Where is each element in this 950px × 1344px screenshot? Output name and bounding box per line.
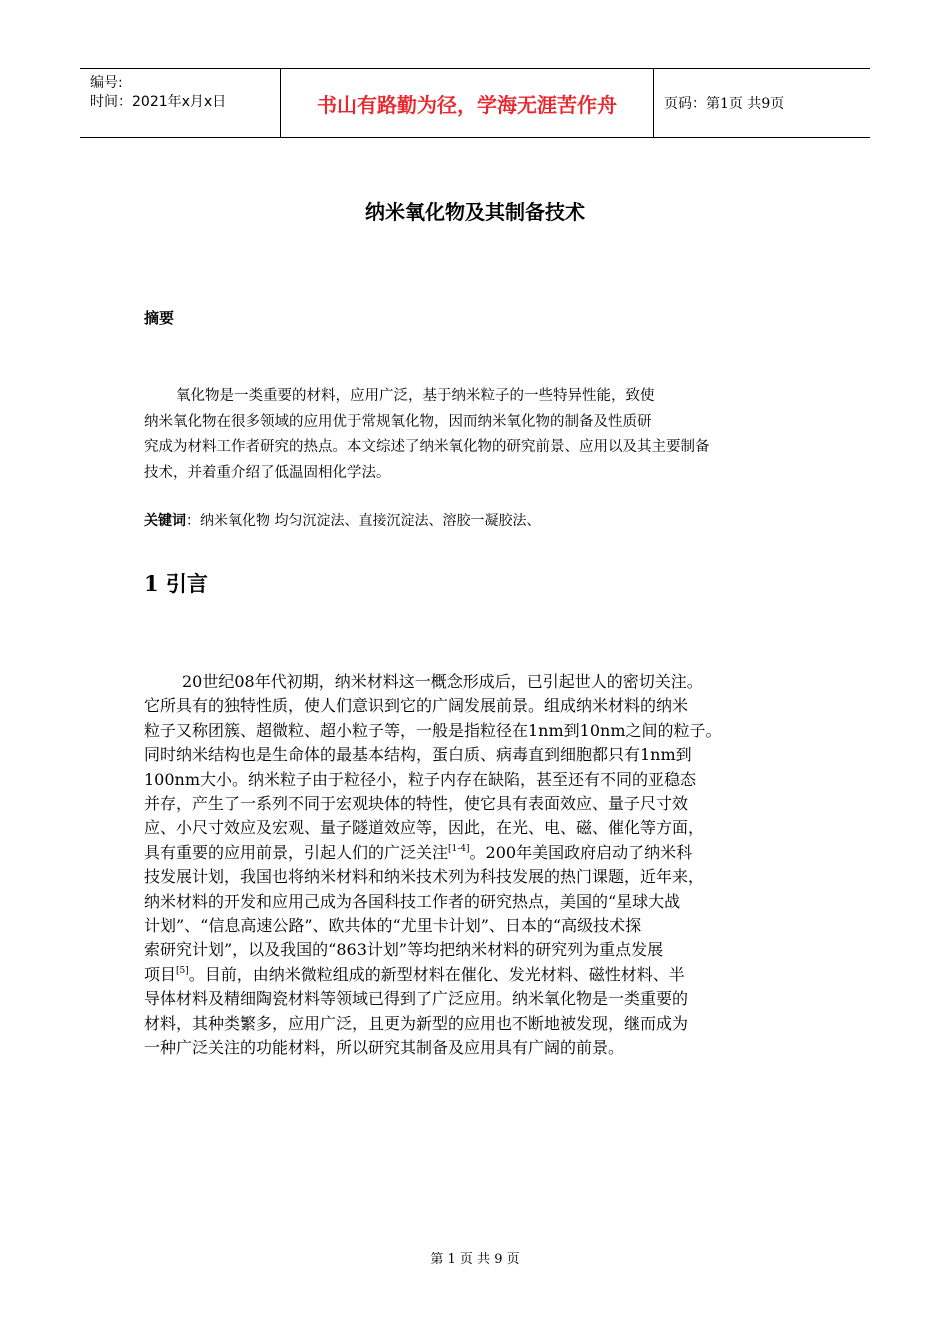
body-line: 导体材料及精细陶瓷材料等领域已得到了广泛应用。纳米氧化物是一类重要的 [144,989,689,1009]
body-text: 。目前，由纳米微粒组成的新型材料在催化、发光材料、磁性材料、半 [188,964,685,984]
body-line: 100nm大小。纳米粒子由于粒径小，粒子内存在缺陷，甚至还有不同的亚稳态 [144,769,697,789]
keywords-label: 关键词 [144,513,186,529]
header-table [80,68,870,138]
document-title: 纳米氧化物及其制备技术 [365,200,585,224]
section-body [144,670,844,1061]
citation: [1-4] [448,843,470,854]
header-motto-cell [281,69,654,137]
header-motto: 书山有路勤为径，学海无涯苦作舟 [317,92,617,117]
body-line: 纳米材料的开发和应用己成为各国科技工作者的研究热点，美国的“星球大战 [144,891,681,911]
body-text: 项目 [144,964,177,984]
body-line: 计划”、“信息高速公路”、欧共体的“尤里卡计划”、日本的“高级技术探 [144,916,642,936]
abstract-heading: 摘要 [144,309,175,327]
body-line: 材料，其种类繁多，应用广泛，且更为新型的应用也不断地被发现，继而成为 [144,1013,689,1033]
document-date: 时间：2021年x月x日 [90,94,227,110]
body-line: 粒子又称团簇、超微粒、超小粒子等，一般是指粒径在1nm到10nm之间的粒子。 [144,720,722,740]
body-text: 具有重要的应用前景，引起人们的广泛关注 [144,842,449,862]
body-line: 20世纪08年代初期，纳米材料这一概念形成后，已引起世人的密切关注。 [182,672,703,691]
keywords [144,510,540,530]
body-line: 技发展计划，我国也将纳米材料和纳米技术列为科技发展的热门课题，近年来， [144,867,705,887]
body-line: 它所具有的独特性质，使人们意识到它的广阔发展前景。组成纳米材料的纳米 [144,696,689,716]
abstract-body [144,384,824,486]
section-heading: 1 引言 [144,571,208,596]
abstract-line: 技术，并着重介绍了低温固相化学法。 [144,464,391,481]
citation: [5] [176,965,189,976]
body-line [144,841,844,865]
abstract-line: 氧化物是一类重要的材料，应用广泛，基于纳米粒子的一些特异性能，致使 [176,388,655,404]
body-line: 应、小尺寸效应及宏观、量子隧道效应等，因此，在光、电、磁、催化等方面， [144,818,705,838]
body-line: 并存，产生了一系列不同于宏观块体的特性，使它具有表面效应、量子尺寸效 [144,794,689,814]
body-line [144,963,844,987]
header-meta-cell [80,69,281,137]
body-line: 一种广泛关注的功能材料，所以研究其制备及应用具有广阔的前景。 [144,1038,625,1058]
header-page-cell [664,69,870,137]
header-page-info: 页码：第1页 共9页 [664,96,785,112]
document-number-label: 编号: [90,75,123,91]
abstract-line: 纳米氧化物在很多领域的应用优于常规氧化物，因而纳米氧化物的制备及性质研 [144,413,652,430]
page-footer: 第 1 页 共 9 页 [430,1252,520,1267]
body-line: 同时纳米结构也是生命体的最基本结构，蛋白质、病毒直到细胞都只有1nm到 [144,745,692,765]
abstract-line: 究成为材料工作者研究的热点。本文综述了纳米氧化物的研究前景、应用以及其主要制备 [144,439,710,455]
body-text: 。200年美国政府启动了纳米科 [469,842,693,862]
body-line: 索研究计划”，以及我国的“863计划”等均把纳米材料的研究列为重点发展 [144,940,664,960]
keywords-text: ：纳米氧化物 均匀沉淀法、直接沉淀法、溶胶一凝胶法、 [186,513,541,529]
